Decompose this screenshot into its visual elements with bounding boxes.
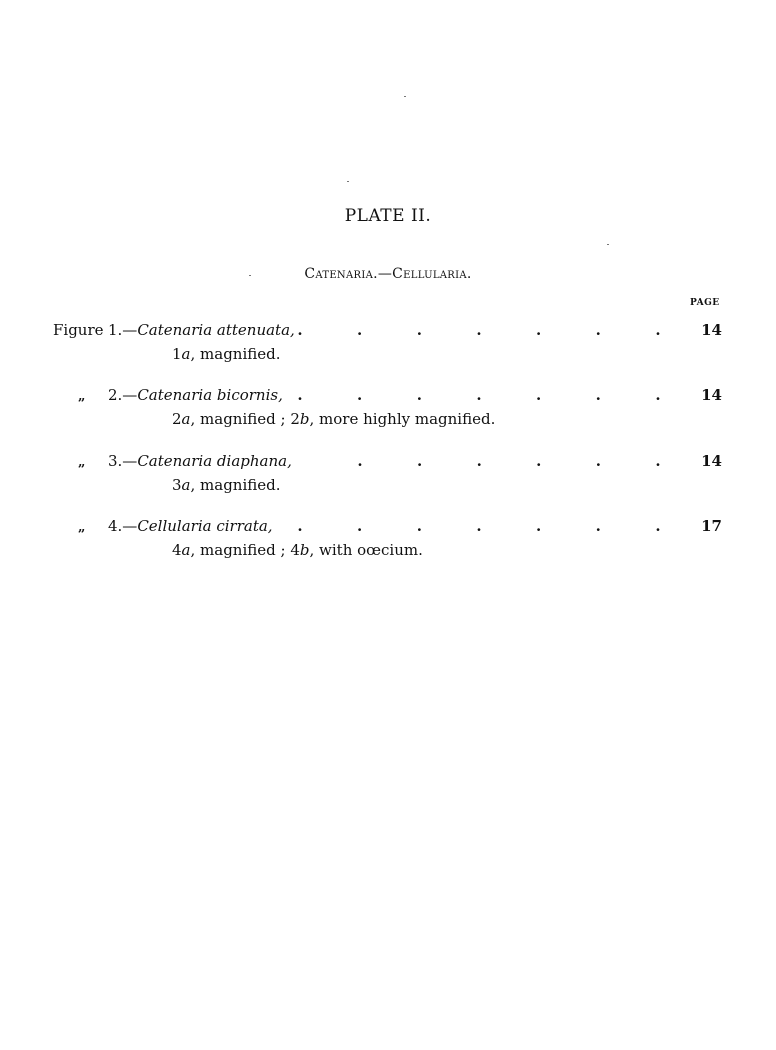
ditto-mark: „ [78,455,86,470]
entry-number: 3.— [108,452,138,470]
sub-a-number: 3 [172,476,182,494]
sub-a-number: 2 [172,410,182,428]
sub-a-letter: a [181,410,191,428]
sub-a-letter: a [181,345,191,363]
entry-subline [172,476,281,494]
entry-number-and-species [108,517,273,535]
plate-subtitle: Catenaria.—Cellularia. [304,266,472,282]
entry-species: Cellularia cirrata, [137,517,273,535]
scan-speck [607,244,609,245]
sub-a-number: 1 [172,345,182,363]
sub-a-number: 4 [172,541,182,559]
entry-page-number: 17 [701,517,722,535]
sub-b-letter: b [299,410,310,428]
entry-subline [172,410,495,428]
sub-b-number: 4 [290,541,300,559]
sub-b-number: 2 [290,410,300,428]
ditto-mark: „ [78,389,86,404]
plate-title: PLATE II. [344,206,432,226]
dot-leader: . . . . . . [357,452,661,470]
scan-speck [347,181,349,182]
entry-number: 1.— [108,321,138,339]
sub-a-letter: a [181,541,191,559]
entry-subline [172,345,281,363]
sub-a-text: , magnified. [190,345,281,363]
figure-entry [0,452,776,522]
entry-number-and-species [108,452,292,470]
entry-prefix: Figure [53,321,104,339]
dot-leader: . . . . . . . [297,321,661,339]
sub-b-text: , more highly magnified. [309,410,496,428]
entry-number: 2.— [108,386,138,404]
entry-page-number: 14 [701,452,722,470]
entry-species: Catenaria attenuata, [137,321,295,339]
sub-a-text: , magnified [190,541,276,559]
entry-species: Catenaria bicornis, [137,386,283,404]
dot-leader: . . . . . . . [297,386,661,404]
sub-separator: ; [275,410,291,428]
dot-leader: . . . . . . . [297,517,661,535]
sub-a-letter: a [181,476,191,494]
entry-page-number: 14 [701,386,722,404]
sub-b-letter: b [299,541,310,559]
entry-number-and-species [108,321,295,339]
figure-entry [0,386,776,456]
page-column-header: PAGE [690,298,720,308]
sub-a-text: , magnified. [190,476,281,494]
entry-subline [172,541,423,559]
sub-separator: ; [275,541,291,559]
sub-a-text: , magnified [190,410,276,428]
ditto-mark: „ [78,520,86,535]
sub-b-text: , with oœcium. [309,541,423,559]
entry-number-and-species [108,386,283,404]
entry-page-number: 14 [701,321,722,339]
entry-number: 4.— [108,517,138,535]
figure-entry [0,517,776,587]
figure-entry [0,321,776,391]
scan-speck [404,96,406,97]
entry-species: Catenaria diaphana, [137,452,292,470]
